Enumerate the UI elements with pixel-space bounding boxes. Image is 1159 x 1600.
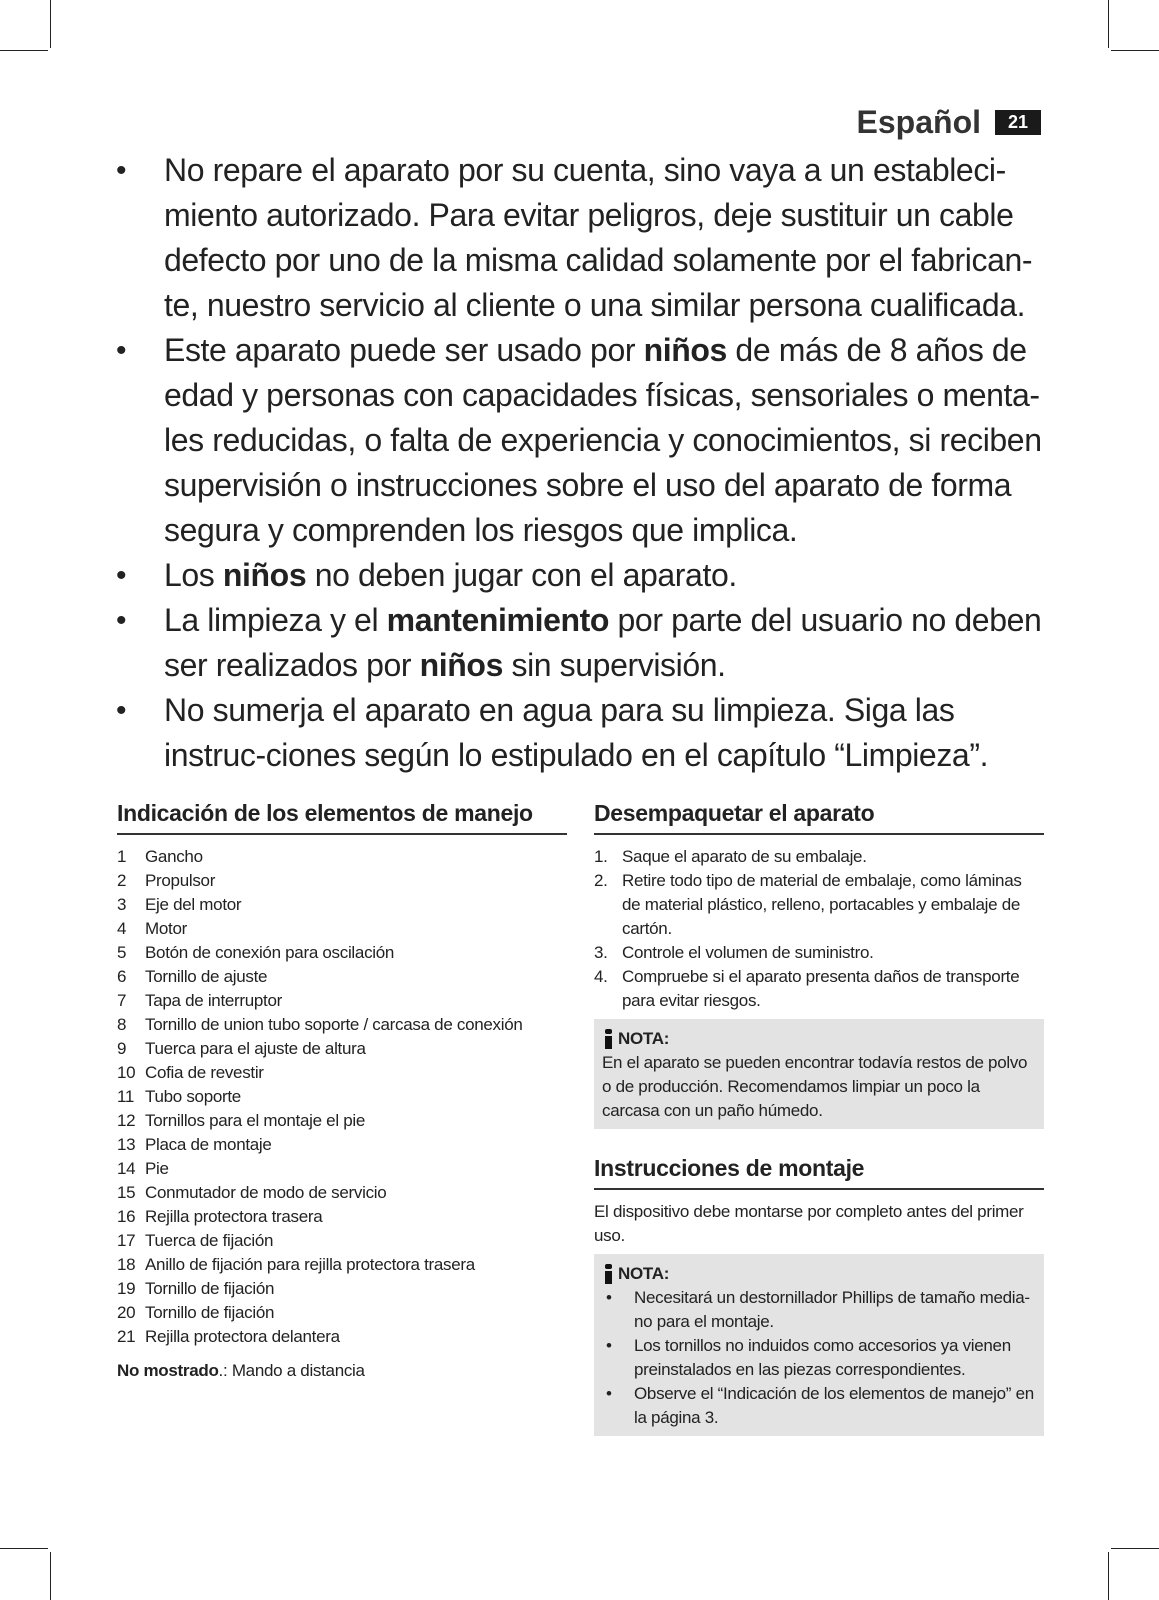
step-text: Saque el aparato de su embalaje. — [622, 847, 867, 866]
item-number: 3 — [117, 895, 127, 914]
item-number: 11 — [117, 1087, 135, 1106]
list-item — [117, 1013, 567, 1037]
item-number: 19 — [117, 1279, 136, 1298]
page-number: 21 — [995, 110, 1041, 135]
info-icon — [602, 1029, 614, 1049]
safety-item — [112, 148, 1047, 328]
item-number: 9 — [117, 1039, 127, 1058]
item-label: Motor — [145, 919, 187, 938]
item-number: 20 — [117, 1303, 136, 1322]
list-item — [117, 1325, 567, 1349]
unpack-title: Desempaquetar el aparato — [594, 800, 1044, 835]
item-number: 1 — [117, 847, 127, 866]
item-label: Tuerca para el ajuste de altura — [145, 1039, 366, 1058]
item-label: Rejilla protectora trasera — [145, 1207, 323, 1226]
safety-text: sin supervisión. — [502, 647, 726, 683]
item-label: Tuerca de fijación — [145, 1231, 274, 1250]
step-number: 3. — [594, 943, 608, 962]
note-bullet-text: Necesitará un destornillador Phillips de tamaño media-no para el montaje. — [634, 1288, 1030, 1331]
note-bullet-text: Observe el “Indicación de los elementos de manejo” en la página 3. — [634, 1384, 1034, 1427]
item-number: 12 — [117, 1111, 136, 1130]
safety-item — [112, 598, 1047, 688]
right-column — [594, 800, 1044, 1436]
safety-text: Los — [164, 557, 223, 593]
step-number: 2. — [594, 871, 608, 890]
step-item — [594, 845, 1044, 869]
step-number: 1. — [594, 847, 608, 866]
safety-item — [112, 328, 1047, 553]
safety-text: La limpieza y el — [164, 602, 387, 638]
bullet-dot: • — [606, 1336, 612, 1355]
item-label: Tubo soporte — [145, 1087, 241, 1106]
note-bullet-item — [602, 1382, 1038, 1430]
item-number: 2 — [117, 871, 127, 890]
list-item — [117, 1037, 567, 1061]
emphasis: niños — [222, 557, 307, 593]
item-label: Pie — [145, 1159, 169, 1178]
emphasis: mantenimiento — [386, 602, 610, 638]
item-label: Gancho — [145, 847, 203, 866]
assembly-bullets — [602, 1286, 1038, 1430]
item-label: Tornillos para el montaje el pie — [145, 1111, 366, 1130]
safety-text: no deben jugar con el aparato. — [306, 557, 737, 593]
step-item — [594, 965, 1044, 1013]
list-item — [117, 1301, 567, 1325]
step-text: Controle el volumen de suministro. — [622, 943, 874, 962]
not-shown-label: No mostrado — [117, 1361, 219, 1380]
crop-mark — [1111, 1548, 1159, 1549]
page-header — [857, 104, 1041, 141]
item-label: Eje del motor — [145, 895, 242, 914]
list-item — [117, 917, 567, 941]
safety-item — [112, 553, 1047, 598]
item-label: Propulsor — [145, 871, 216, 890]
item-number: 6 — [117, 967, 127, 986]
item-label: Anillo de fijación para rejilla protectora trasera — [145, 1255, 475, 1274]
item-number: 16 — [117, 1207, 136, 1226]
list-item — [117, 893, 567, 917]
note-bullet-item — [602, 1334, 1038, 1382]
language-title: Español — [856, 104, 981, 140]
note-bullet-item — [602, 1286, 1038, 1334]
list-item — [117, 941, 567, 965]
crop-mark — [0, 1548, 48, 1549]
item-number: 21 — [117, 1327, 136, 1346]
list-item — [117, 1253, 567, 1277]
bullet-dot: • — [606, 1288, 612, 1307]
bullet-dot: • — [116, 334, 127, 367]
list-item — [117, 989, 567, 1013]
list-item — [117, 1109, 567, 1133]
item-label: Rejilla protectora delantera — [145, 1327, 340, 1346]
bullet-dot: • — [116, 604, 127, 637]
crop-mark — [1108, 1552, 1109, 1600]
unpack-note — [594, 1019, 1044, 1129]
step-text: Retire todo tipo de material de embalaje, como láminas de material plástico, relleno, portacables y embalaje de cartón. — [622, 871, 1022, 938]
item-label: Placa de montaje — [145, 1135, 272, 1154]
list-item — [117, 1061, 567, 1085]
bullet-dot: • — [116, 694, 127, 727]
safety-list — [112, 148, 1047, 778]
item-number: 7 — [117, 991, 127, 1010]
unpack-steps — [594, 845, 1044, 1013]
item-number: 4 — [117, 919, 127, 938]
list-item — [117, 1181, 567, 1205]
safety-text: Este aparato puede ser usado por — [164, 332, 644, 368]
note-bullet-text: Los tornillos no induidos como accesorios ya vienen preinstalados en las piezas correspondientes. — [634, 1336, 1011, 1379]
step-number: 4. — [594, 967, 608, 986]
item-label: Tornillo de fijación — [145, 1279, 275, 1298]
safety-item — [112, 688, 1047, 778]
list-item — [117, 1133, 567, 1157]
list-item — [117, 845, 567, 869]
list-item — [117, 1229, 567, 1253]
item-number: 8 — [117, 1015, 127, 1034]
item-label: Tornillo de fijación — [145, 1303, 275, 1322]
item-number: 17 — [117, 1231, 136, 1250]
step-text: Compruebe si el aparato presenta daños de transporte para evitar riesgos. — [622, 967, 1020, 1010]
item-label: Conmutador de modo de servicio — [145, 1183, 387, 1202]
list-item — [117, 965, 567, 989]
item-number: 14 — [117, 1159, 136, 1178]
item-label: Cofia de revestir — [145, 1063, 264, 1082]
item-label: Tornillo de union tubo soporte / carcasa de conexión — [145, 1015, 523, 1034]
crop-mark — [1111, 50, 1159, 51]
bullet-dot: • — [606, 1384, 612, 1403]
emphasis: niños — [643, 332, 727, 368]
emphasis: niños — [419, 647, 503, 683]
crop-mark — [50, 0, 51, 48]
item-number: 5 — [117, 943, 127, 962]
parts-list — [117, 845, 567, 1349]
controls-section — [117, 800, 567, 1383]
safety-text: por parte del usuario no deben ser realizados por — [164, 602, 1042, 683]
bullet-dot: • — [116, 559, 127, 592]
not-shown-text: .: Mando a distancia — [218, 1361, 365, 1380]
crop-mark — [50, 1552, 51, 1600]
safety-text: No repare el aparato por su cuenta, sino vaya a un estableci-miento autorizado. Para evitar peligros, deje sustituir un cable defecto por uno de la misma calidad solamente por el fabrican-te, nuestro servicio al cliente o una similar persona cualificada. — [164, 152, 1033, 323]
item-label: Tornillo de ajuste — [145, 967, 268, 986]
list-item — [117, 1205, 567, 1229]
note-label: NOTA: — [618, 1029, 670, 1048]
safety-text: de más de 8 años de edad y personas con capacidades físicas, sensoriales o menta-les reducidas, o falta de experiencia y conocimientos, si reciben supervisión o instrucciones sobre el uso del aparato de forma segura y comprenden los riesgos que implica. — [164, 332, 1042, 548]
item-number: 18 — [117, 1255, 136, 1274]
controls-title: Indicación de los elementos de manejo — [117, 800, 567, 835]
list-item — [117, 1157, 567, 1181]
item-number: 15 — [117, 1183, 136, 1202]
not-shown-note — [117, 1359, 567, 1383]
assembly-title: Instrucciones de montaje — [594, 1155, 1044, 1190]
step-item — [594, 869, 1044, 941]
item-number: 13 — [117, 1135, 136, 1154]
safety-text: No sumerja el aparato en agua para su limpieza. Siga las instruc-ciones según lo estipulado en el capítulo “Limpieza”. — [164, 692, 989, 773]
step-item — [594, 941, 1044, 965]
item-number: 10 — [117, 1063, 136, 1082]
assembly-note — [594, 1254, 1044, 1436]
note-label: NOTA: — [618, 1264, 670, 1283]
bullet-dot: • — [116, 154, 127, 187]
list-item — [117, 869, 567, 893]
info-icon — [602, 1264, 614, 1284]
crop-mark — [0, 50, 48, 51]
list-item — [117, 1277, 567, 1301]
item-label: Botón de conexión para oscilación — [145, 943, 395, 962]
crop-mark — [1108, 0, 1109, 48]
note-text: En el aparato se pueden encontrar todavía restos de polvo o de producción. Recomendamos limpiar un poco la carcasa con un paño húmedo. — [602, 1053, 1028, 1120]
item-label: Tapa de interruptor — [145, 991, 282, 1010]
list-item — [117, 1085, 567, 1109]
assembly-intro: El dispositivo debe montarse por completo antes del primer uso. — [594, 1202, 1024, 1245]
